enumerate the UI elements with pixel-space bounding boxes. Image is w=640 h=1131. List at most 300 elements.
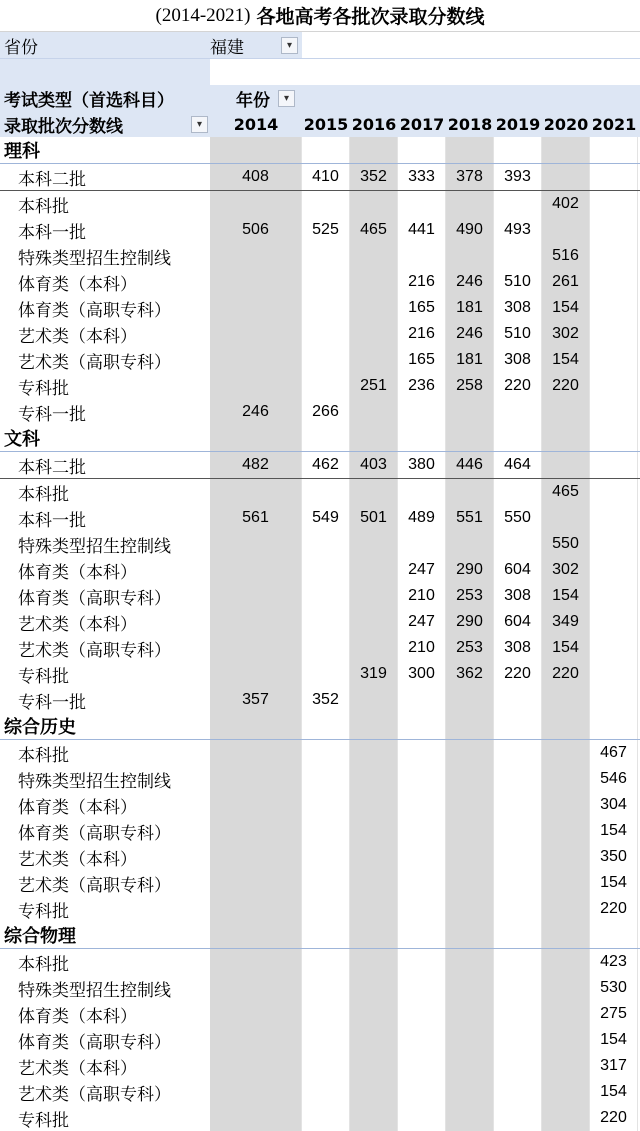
value-cell: 490	[446, 217, 494, 243]
value-cell	[590, 713, 638, 739]
table-row	[0, 295, 640, 321]
value-cell	[398, 922, 446, 948]
value-cell: 302	[542, 557, 590, 583]
value-cell: 165	[398, 295, 446, 321]
value-cell	[590, 479, 638, 505]
value-cell: 333	[398, 164, 446, 190]
value-cell: 501	[350, 505, 398, 531]
value-cell	[494, 1053, 542, 1079]
value-cell	[590, 635, 638, 661]
value-cell	[302, 347, 350, 373]
row-label: 艺术类（高职专科）	[18, 352, 171, 373]
value-cell	[302, 191, 350, 217]
value-cell	[494, 425, 542, 451]
group-row	[0, 137, 640, 163]
value-cell	[210, 1053, 302, 1079]
value-cell	[446, 479, 494, 505]
value-cell: 352	[350, 164, 398, 190]
value-cell	[590, 583, 638, 609]
value-cell	[302, 792, 350, 818]
table-row	[0, 1105, 640, 1131]
value-cell	[302, 713, 350, 739]
value-cell	[542, 870, 590, 896]
value-cell	[398, 766, 446, 792]
value-cell	[350, 1027, 398, 1053]
value-cell: 275	[590, 1001, 638, 1027]
value-cell: 604	[494, 557, 542, 583]
table-row	[0, 191, 640, 217]
value-cell	[302, 137, 350, 163]
value-cell: 165	[398, 347, 446, 373]
value-cell: 393	[494, 164, 542, 190]
value-cell: 210	[398, 635, 446, 661]
value-cell: 489	[398, 505, 446, 531]
value-cell	[494, 740, 542, 766]
value-cell: 380	[398, 452, 446, 478]
value-cell: 308	[494, 347, 542, 373]
row-label: 本科二批	[18, 457, 86, 478]
title-years: (2014-2021)	[155, 4, 251, 26]
value-cell	[446, 243, 494, 269]
value-cell	[542, 949, 590, 975]
value-cell	[446, 844, 494, 870]
value-cell	[210, 191, 302, 217]
value-cell	[542, 137, 590, 163]
value-cell: 462	[302, 452, 350, 478]
table-row	[0, 687, 640, 713]
value-cell	[542, 922, 590, 948]
row-label: 专科一批	[18, 692, 86, 713]
value-cell: 154	[590, 870, 638, 896]
value-cell	[398, 896, 446, 922]
value-cell: 378	[446, 164, 494, 190]
value-cell	[350, 922, 398, 948]
value-cell: 441	[398, 217, 446, 243]
value-cell	[210, 557, 302, 583]
value-cell	[590, 399, 638, 425]
value-cell: 561	[210, 505, 302, 531]
value-cell: 510	[494, 321, 542, 347]
table-row	[0, 792, 640, 818]
value-cell: 220	[590, 896, 638, 922]
value-cell	[398, 1053, 446, 1079]
table-row	[0, 269, 640, 295]
row-label: 本科批	[18, 745, 69, 766]
value-cell	[542, 896, 590, 922]
value-cell	[446, 191, 494, 217]
value-cell	[350, 713, 398, 739]
value-cell	[350, 687, 398, 713]
value-cell	[350, 740, 398, 766]
pivot-header	[0, 85, 640, 137]
value-cell: 493	[494, 217, 542, 243]
value-cell	[446, 1105, 494, 1131]
value-cell: 247	[398, 609, 446, 635]
table-row	[0, 844, 640, 870]
value-cell	[398, 399, 446, 425]
row-label: 本科二批	[18, 169, 86, 190]
value-cell	[302, 740, 350, 766]
table-row	[0, 818, 640, 844]
value-cell: 290	[446, 609, 494, 635]
value-cell	[494, 949, 542, 975]
value-cell	[302, 922, 350, 948]
value-cell	[494, 844, 542, 870]
table-row	[0, 373, 640, 399]
value-cell: 308	[494, 295, 542, 321]
value-cell	[590, 347, 638, 373]
value-cell	[446, 137, 494, 163]
value-cell	[542, 399, 590, 425]
value-cell	[350, 557, 398, 583]
value-cell	[398, 191, 446, 217]
value-cell: 308	[494, 583, 542, 609]
year-header-2021: 2021	[591, 114, 637, 134]
value-cell	[210, 243, 302, 269]
value-cell	[210, 661, 302, 687]
value-cell: 216	[398, 269, 446, 295]
value-cell: 181	[446, 347, 494, 373]
year-header-2015: 2015	[303, 114, 349, 134]
value-cell	[350, 1079, 398, 1105]
value-cell: 304	[590, 792, 638, 818]
value-cell	[590, 217, 638, 243]
value-cell: 258	[446, 373, 494, 399]
value-cell: 261	[542, 269, 590, 295]
table-row	[0, 399, 640, 425]
table-row	[0, 870, 640, 896]
value-cell: 220	[494, 373, 542, 399]
value-cell: 357	[210, 687, 302, 713]
value-cell	[494, 137, 542, 163]
table-row	[0, 975, 640, 1001]
table-row	[0, 163, 640, 191]
row-label: 专科批	[18, 1110, 69, 1131]
year-field-label: 年份	[236, 90, 270, 111]
value-cell	[210, 295, 302, 321]
row-label: 体育类（高职专科）	[18, 300, 171, 321]
value-cell	[446, 740, 494, 766]
value-cell	[350, 792, 398, 818]
value-cell: 362	[446, 661, 494, 687]
value-cell: 525	[302, 217, 350, 243]
value-cell	[494, 896, 542, 922]
value-cell	[210, 137, 302, 163]
year-dropdown-button[interactable]: ▾	[278, 90, 295, 107]
value-cell	[210, 766, 302, 792]
value-cell: 220	[494, 661, 542, 687]
filter-dropdown-button[interactable]: ▾	[281, 37, 298, 54]
value-cell: 551	[446, 505, 494, 531]
group-label: 综合物理	[4, 926, 76, 947]
value-cell	[350, 137, 398, 163]
value-cell	[494, 479, 542, 505]
value-cell	[590, 505, 638, 531]
value-cell: 220	[542, 661, 590, 687]
value-cell	[350, 609, 398, 635]
value-cell	[302, 975, 350, 1001]
value-cell	[590, 425, 638, 451]
value-cell	[494, 766, 542, 792]
value-cell: 246	[446, 321, 494, 347]
value-cell	[350, 269, 398, 295]
row-label: 体育类（本科）	[18, 562, 137, 583]
value-cell	[350, 531, 398, 557]
table-row	[0, 1001, 640, 1027]
value-cell	[350, 949, 398, 975]
value-cell	[494, 1079, 542, 1105]
value-cell	[210, 844, 302, 870]
table-row	[0, 505, 640, 531]
value-cell: 246	[210, 399, 302, 425]
value-cell: 506	[210, 217, 302, 243]
value-cell	[446, 713, 494, 739]
value-cell	[350, 1053, 398, 1079]
table-row	[0, 896, 640, 922]
value-cell	[542, 844, 590, 870]
value-cell	[302, 321, 350, 347]
table-row	[0, 557, 640, 583]
value-cell	[542, 713, 590, 739]
value-cell: 465	[350, 217, 398, 243]
value-cell	[446, 1027, 494, 1053]
value-cell	[210, 269, 302, 295]
group-row	[0, 425, 640, 451]
value-cell	[350, 844, 398, 870]
value-cell	[302, 1001, 350, 1027]
value-cell	[398, 1027, 446, 1053]
value-cell	[494, 1001, 542, 1027]
value-cell	[542, 1105, 590, 1131]
value-cell	[210, 896, 302, 922]
value-cell	[302, 531, 350, 557]
value-cell	[350, 870, 398, 896]
row-label: 体育类（本科）	[18, 1006, 137, 1027]
value-cell	[590, 609, 638, 635]
group-label: 文科	[4, 429, 40, 450]
value-cell	[302, 1027, 350, 1053]
value-cell: 251	[350, 373, 398, 399]
row-label: 体育类（本科）	[18, 797, 137, 818]
row-label: 艺术类（本科）	[18, 326, 137, 347]
year-header-2017: 2017	[399, 114, 445, 134]
value-cell	[494, 870, 542, 896]
value-cell	[542, 217, 590, 243]
value-cell	[446, 896, 494, 922]
value-cell	[494, 191, 542, 217]
value-cell	[542, 1027, 590, 1053]
province-filter-label: 省份	[4, 37, 38, 58]
pivot-body	[0, 137, 640, 1131]
table-row	[0, 766, 640, 792]
value-cell: 266	[302, 399, 350, 425]
row-label: 专科批	[18, 378, 69, 399]
value-cell: 220	[590, 1105, 638, 1131]
value-cell: 290	[446, 557, 494, 583]
value-cell	[446, 818, 494, 844]
value-cell: 408	[210, 164, 302, 190]
province-filter-value-cell[interactable]	[210, 32, 302, 58]
row-label: 特殊类型招生控制线	[18, 771, 171, 792]
year-header-2020: 2020	[543, 114, 589, 134]
value-cell	[542, 1001, 590, 1027]
row-label: 本科批	[18, 196, 69, 217]
value-cell	[590, 191, 638, 217]
value-cell	[210, 1001, 302, 1027]
value-cell	[302, 295, 350, 321]
value-cell	[542, 1079, 590, 1105]
value-cell	[302, 609, 350, 635]
value-cell: 317	[590, 1053, 638, 1079]
value-cell	[542, 687, 590, 713]
value-cell	[542, 792, 590, 818]
row-label: 专科一批	[18, 404, 86, 425]
value-cell: 546	[590, 766, 638, 792]
value-cell	[302, 661, 350, 687]
row-label: 特殊类型招生控制线	[18, 980, 171, 1001]
value-cell	[210, 321, 302, 347]
row-label: 艺术类（高职专科）	[18, 640, 171, 661]
row-label: 特殊类型招生控制线	[18, 248, 171, 269]
value-cell: 253	[446, 583, 494, 609]
value-cell	[302, 557, 350, 583]
value-cell: 216	[398, 321, 446, 347]
value-cell	[302, 583, 350, 609]
value-cell	[494, 922, 542, 948]
value-cell: 465	[542, 479, 590, 505]
sheet-title	[0, 0, 640, 32]
value-cell	[302, 949, 350, 975]
value-cell	[446, 687, 494, 713]
value-cell	[398, 1079, 446, 1105]
value-cell: 349	[542, 609, 590, 635]
value-cell: 236	[398, 373, 446, 399]
row-label: 本科一批	[18, 222, 86, 243]
row-label: 本科批	[18, 954, 69, 975]
value-cell	[542, 164, 590, 190]
year-header-2019: 2019	[495, 114, 541, 134]
value-cell	[302, 635, 350, 661]
value-cell: 402	[542, 191, 590, 217]
value-cell	[446, 975, 494, 1001]
value-cell	[350, 975, 398, 1001]
value-cell	[398, 137, 446, 163]
value-cell	[398, 425, 446, 451]
value-cell	[446, 922, 494, 948]
value-cell	[302, 269, 350, 295]
row-label: 体育类（本科）	[18, 274, 137, 295]
value-cell	[542, 425, 590, 451]
row-label: 专科批	[18, 901, 69, 922]
value-cell: 210	[398, 583, 446, 609]
value-cell	[398, 1105, 446, 1131]
value-cell	[446, 949, 494, 975]
value-cell: 154	[590, 818, 638, 844]
title-text: 各地高考各批次录取分数线	[256, 6, 485, 28]
value-cell	[210, 531, 302, 557]
value-cell	[350, 321, 398, 347]
value-cell	[494, 687, 542, 713]
value-cell: 154	[590, 1027, 638, 1053]
row-label: 艺术类（本科）	[18, 849, 137, 870]
value-cell: 467	[590, 740, 638, 766]
value-cell	[542, 818, 590, 844]
table-row	[0, 243, 640, 269]
value-cell	[302, 243, 350, 269]
batch-dropdown-button[interactable]: ▾	[191, 116, 208, 133]
value-cell	[494, 243, 542, 269]
value-cell	[210, 373, 302, 399]
year-headers	[210, 111, 638, 137]
group-row	[0, 713, 640, 739]
table-row	[0, 217, 640, 243]
table-row	[0, 609, 640, 635]
batch-header: 录取批次分数线	[4, 116, 123, 137]
row-label: 特殊类型招生控制线	[18, 536, 171, 557]
row-label: 艺术类（高职专科）	[18, 1084, 171, 1105]
value-cell: 446	[446, 452, 494, 478]
value-cell	[350, 1001, 398, 1027]
value-cell	[446, 531, 494, 557]
value-cell: 410	[302, 164, 350, 190]
value-cell: 154	[542, 583, 590, 609]
value-cell	[446, 792, 494, 818]
value-cell	[590, 373, 638, 399]
value-cell	[398, 531, 446, 557]
value-cell	[590, 557, 638, 583]
year-header-2018: 2018	[447, 114, 493, 134]
year-header-2016: 2016	[351, 114, 397, 134]
table-row	[0, 1027, 640, 1053]
value-cell	[590, 687, 638, 713]
value-cell	[210, 635, 302, 661]
table-row	[0, 321, 640, 347]
row-label: 艺术类（高职专科）	[18, 875, 171, 896]
value-cell: 253	[446, 635, 494, 661]
value-cell	[590, 661, 638, 687]
value-cell	[494, 818, 542, 844]
table-row	[0, 531, 640, 557]
group-label: 综合历史	[4, 717, 76, 738]
value-cell	[494, 713, 542, 739]
value-cell	[542, 740, 590, 766]
value-cell: 154	[542, 295, 590, 321]
value-cell: 482	[210, 452, 302, 478]
value-cell	[350, 243, 398, 269]
value-cell	[302, 1079, 350, 1105]
value-cell	[302, 766, 350, 792]
value-cell	[398, 1001, 446, 1027]
blank-row	[0, 59, 640, 85]
table-row	[0, 739, 640, 766]
value-cell: 246	[446, 269, 494, 295]
value-cell	[210, 1079, 302, 1105]
value-cell	[398, 870, 446, 896]
value-cell	[398, 949, 446, 975]
value-cell: 550	[494, 505, 542, 531]
table-row	[0, 347, 640, 373]
row-label: 体育类（高职专科）	[18, 588, 171, 609]
value-cell: 302	[542, 321, 590, 347]
value-cell	[302, 844, 350, 870]
value-cell	[494, 975, 542, 1001]
value-cell	[446, 1001, 494, 1027]
value-cell	[350, 399, 398, 425]
table-row	[0, 1079, 640, 1105]
value-cell	[446, 766, 494, 792]
value-cell	[350, 425, 398, 451]
value-cell: 154	[590, 1079, 638, 1105]
